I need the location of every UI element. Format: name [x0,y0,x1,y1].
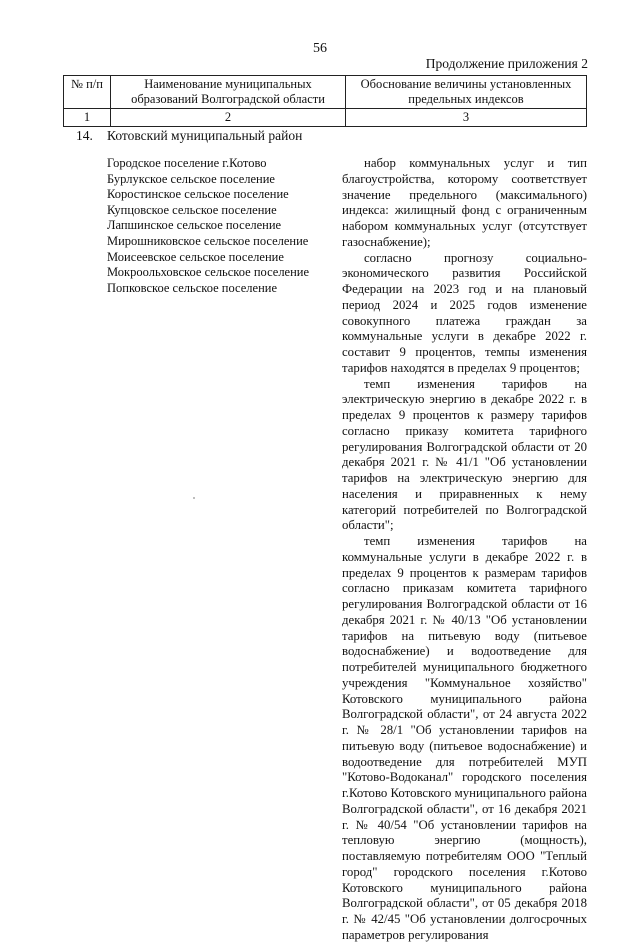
column-number-3: 3 [346,109,587,127]
settlement-item: Бурлукское сельское поселение [107,171,275,186]
section-number: 14. [76,128,93,143]
settlement-item: Мирошниковское сельское поселение [107,233,309,248]
column-number-1: 1 [64,109,111,127]
settlement-item: Купцовское сельское поселение [107,202,277,217]
scan-speck [193,497,195,499]
justification-paragraph: темп изменения тарифов на электрическую энергию в декабре 2022 г. в пределах 9 процентов к размеру тарифов согласно приказу комитета тарифного регулирования Волгоградской области от 20 декабря 2021 г. № 41/1 "Об установлении тарифов на электрическую энергию для населения и приравненных к нему категорий потребителей по Волгоградской области"; [342,376,587,533]
column-header-justification: Обоснование величины установленных предельных индексов [346,76,587,109]
section-title: Котовский муниципальный район [107,128,303,143]
column-header-number: № п/п [64,76,111,109]
settlement-item: Мокроольховское сельское поселение [107,265,310,280]
header-row [64,76,587,109]
justification-paragraph: согласно прогнозу социально-экономического развития Российской Федерации на 2023 год и на плановый период 2024 и 2025 годов изменение совокупного платежа граждан за коммунальные услуги в декабре 2022 г. составит 9 процентов, темпы изменения тарифов находятся в пределах 9 процентов; [342,250,587,375]
column-header-municipality: Наименование муниципальных образований Волгоградской области [111,76,346,109]
page-number: 56 [313,41,327,56]
header-table [63,75,587,127]
settlement-item: Попковское сельское поселение [107,280,278,295]
column-number-row [64,109,587,127]
settlement-item: Моисеевское сельское поселение [107,249,284,264]
column-number-2: 2 [111,109,346,127]
continuation-label: Продолжение приложения 2 [425,56,588,71]
settlement-list [107,156,309,296]
justification-text [342,156,587,944]
justification-paragraph: темп изменения тарифов на коммунальные услуги в декабре 2022 г. в пределах 9 процентов к размерам тарифов согласно приказам комитета тарифного регулирования Волгоградской области от 16 декабря 2021 г. № 40/13 "Об установлении тарифов на питьевую воду (питьевое водоснабжение) и водоотведение для потребителей муниципального бюджетного учреждения "Коммунальное хозяйство" Котовского муниципального района Волгоградской области", от 24 августа 2022 г. № 28/1 "Об установлении тарифов на питьевую воду (питьевое водоснабжение) и водоотведение для потребителей МУП "Котово-Водоканал" городского поселения г.Котово Котовского муниципального района Волгоградской области", от 16 декабря 2021 г. № 40/54 "Об установлении тарифов на тепловую энергию (мощность), поставляемую потребителям ООО "Теплый город" городского поселения г.Котово Котовского муниципального района Волгоградской области", от 05 декабря 2018 г. № 42/45 "Об установлении долгосрочных параметров регулирования [342,534,587,942]
settlement-item: Городское поселение г.Котово [107,156,267,170]
settlement-item: Лапшинское сельское поселение [107,218,282,233]
settlement-item: Коростинское сельское поселение [107,187,289,202]
justification-paragraph: набор коммунальных услуг и тип благоустройства, которому соответствует значение предельного (максимального) индекса: жилищный фонд с ограниченным набором коммунальных услуг (отсутствует газоснабжение); [342,156,587,249]
